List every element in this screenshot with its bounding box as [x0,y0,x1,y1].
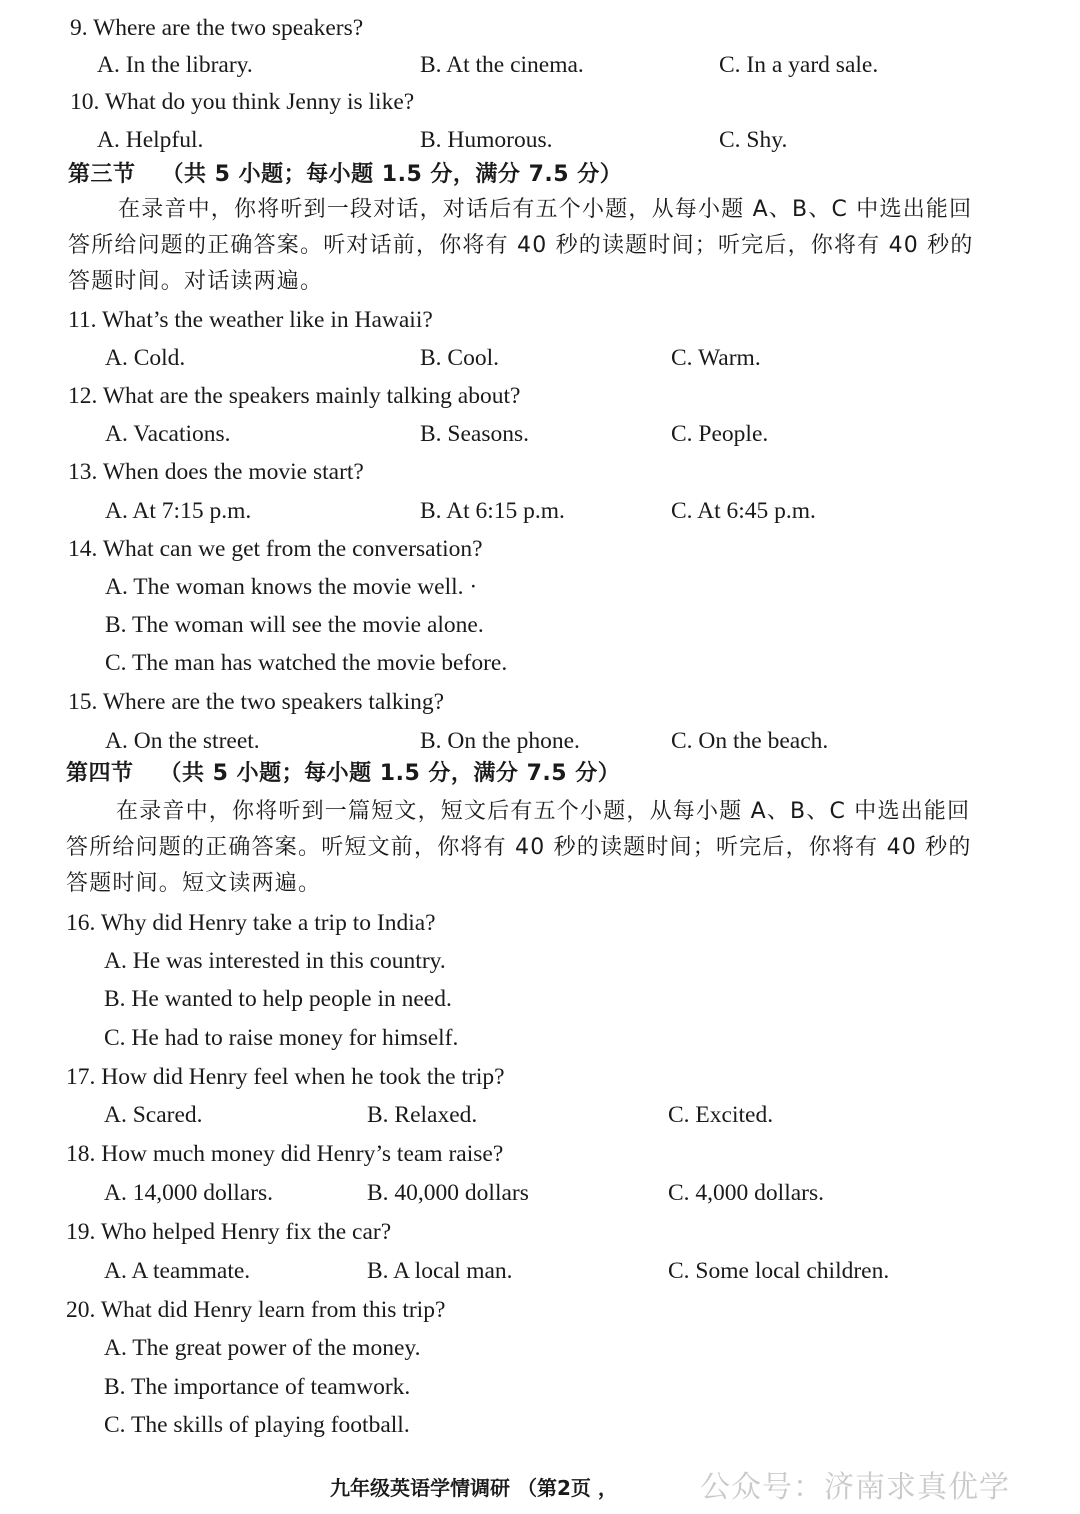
q14-option-b: B. The woman will see the movie alone. [105,612,484,638]
q9-option-c: C. In a yard sale. [719,52,879,78]
q20-option-c: C. The skills of playing football. [104,1412,410,1438]
q10-option-a: A. Helpful. [97,127,204,153]
question-20: 20. What did Henry learn from this trip? [66,1297,446,1323]
q10-option-b: B. Humorous. [420,127,553,153]
question-18: 18. How much money did Henry’s team raise? [66,1141,504,1167]
q18-option-c: C. 4,000 dollars. [668,1180,825,1206]
question-10: 10. What do you think Jenny is like? [70,89,415,115]
q18-option-b: B. 40,000 dollars [367,1180,529,1206]
q12-option-c: C. People. [671,421,769,447]
section-4-instructions-line-2: 答所给问题的正确答案。听短文前，你将有 40 秒的读题时间；听完后，你将有 40 秒的 [66,835,972,860]
q13-option-b: B. At 6:15 p.m. [420,498,565,524]
q15-option-b: B. On the phone. [420,728,580,754]
section-4-scoring: （共 5 小题；每小题 1.5 分，满分 7.5 分） [159,761,621,786]
section-3-title: 第三节 [68,162,136,187]
section-4-title: 第四节 [66,761,134,786]
q18-option-a: A. 14,000 dollars. [104,1180,274,1206]
q11-option-c: C. Warm. [671,345,761,371]
q10-option-c: C. Shy. [719,127,788,153]
watermark: 公众号：济南求真优学 [700,1470,1010,1505]
q13-option-c: C. At 6:45 p.m. [671,498,816,524]
q19-option-c: C. Some local children. [668,1258,890,1284]
q12-option-b: B. Seasons. [420,421,530,447]
question-12: 12. What are the speakers mainly talking about? [68,383,521,409]
q16-option-c: C. He had to raise money for himself. [104,1025,459,1051]
section-4-instructions-line-3: 答题时间。短文读两遍。 [66,871,322,896]
question-13: 13. When does the movie start? [68,459,364,485]
q14-option-c: C. The man has watched the movie before. [105,650,508,676]
q17-option-b: B. Relaxed. [367,1102,478,1128]
question-9: 9. Where are the two speakers? [70,15,364,41]
section-4-header [66,760,620,788]
q9-option-b: B. At the cinema. [420,52,584,78]
section-3-instructions-line-1: 在录音中，你将听到一段对话，对话后有五个小题，从每小题 A、B、C 中选出能回 [118,197,973,222]
q17-option-c: C. Excited. [668,1102,774,1128]
question-16: 16. Why did Henry take a trip to India? [66,910,436,936]
section-3-scoring: （共 5 小题；每小题 1.5 分，满分 7.5 分） [161,162,623,187]
question-11: 11. What’s the weather like in Hawaii? [68,307,433,333]
section-3-instructions-line-2: 答所给问题的正确答案。听对话前，你将有 40 秒的读题时间；听完后，你将有 40 秒的 [68,233,974,258]
q9-option-a: A. In the library. [97,52,253,78]
q11-option-a: A. Cold. [105,345,186,371]
q17-option-a: A. Scared. [104,1102,203,1128]
section-3-header [68,161,622,189]
question-19: 19. Who helped Henry fix the car? [66,1219,392,1245]
question-15: 15. Where are the two speakers talking? [68,689,445,715]
q11-option-b: B. Cool. [420,345,500,371]
q20-option-a: A. The great power of the money. [104,1335,421,1361]
q19-option-b: B. A local man. [367,1258,513,1284]
q14-option-a: A. The woman knows the movie well. · [105,574,478,600]
q16-option-a: A. He was interested in this country. [104,948,446,974]
q15-option-a: A. On the street. [105,728,260,754]
section-3-instructions-line-3: 答题时间。对话读两遍。 [68,269,324,294]
q20-option-b: B. The importance of teamwork. [104,1374,411,1400]
q12-option-a: A. Vacations. [105,421,231,447]
q13-option-a: A. At 7:15 p.m. [105,498,252,524]
q19-option-a: A. A teammate. [104,1258,251,1284]
q16-option-b: B. He wanted to help people in need. [104,986,452,1012]
page-footer: 九年级英语学情调研 （第2页 ， [330,1476,618,1500]
q15-option-c: C. On the beach. [671,728,829,754]
question-17: 17. How did Henry feel when he took the trip? [66,1064,505,1090]
section-4-instructions-line-1: 在录音中，你将听到一篇短文，短文后有五个小题，从每小题 A、B、C 中选出能回 [116,799,971,824]
question-14: 14. What can we get from the conversation? [68,536,483,562]
